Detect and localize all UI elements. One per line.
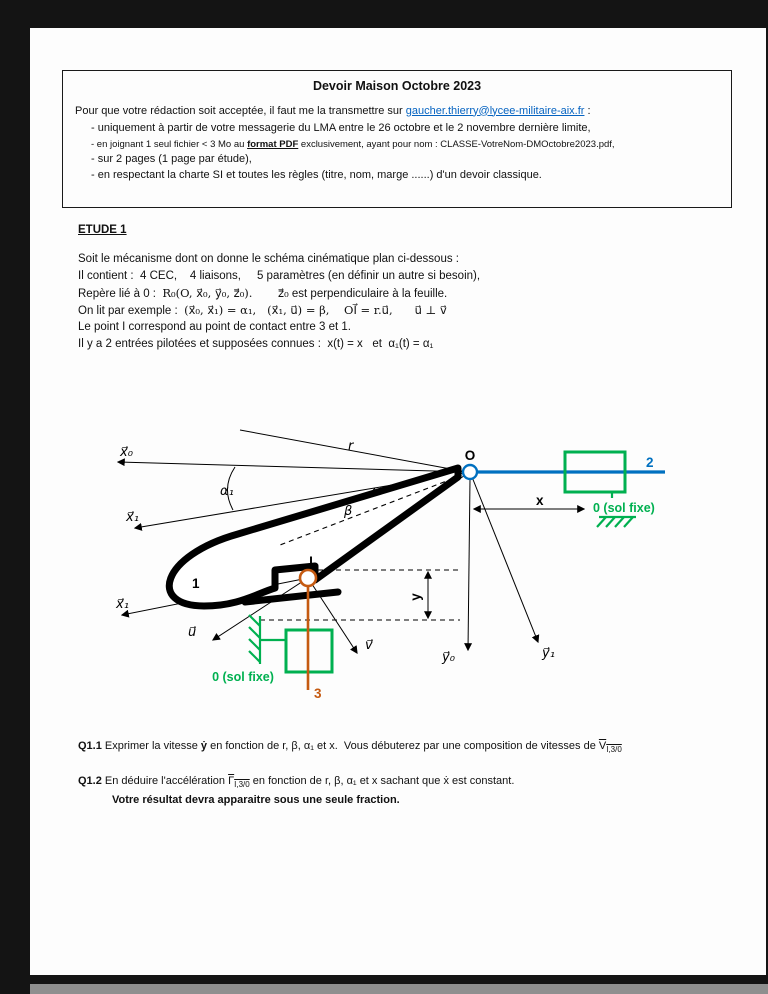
x0-axis-line	[118, 462, 470, 472]
q1-2-note: Votre résultat devra apparaitre sous une seule fraction.	[112, 794, 400, 807]
line3-gap	[252, 288, 278, 300]
bullet-2	[91, 137, 719, 153]
label-point-o: O	[464, 448, 476, 463]
etude-line-3	[78, 285, 738, 302]
intro-prefix: Pour que votre rédaction soit acceptée, il faut me la transmettre sur	[75, 104, 406, 117]
label-v-vector: v⃗	[365, 638, 373, 653]
line3-frame-math: R₀(O, x⃗₀, y⃗₀, z⃗₀).	[162, 286, 253, 300]
bullet-2-post: exclusivement, ayant pour nom : CLASSE-VotreNom-DMOctobre2023.pdf,	[298, 138, 615, 150]
bullet-2-format-pdf: format PDF	[247, 138, 299, 150]
line4-math: (x⃗₀, x⃗₁) = α₁, (x⃗₁, u⃗) = β, OI⃗ = r.u⃗, u⃗ ⊥ v⃗	[184, 303, 447, 317]
label-point-i: I	[309, 554, 313, 569]
label-y1-vector: y⃗₁	[542, 646, 555, 661]
etude-1-section	[78, 224, 738, 353]
q1-1-velocity-subscript: I,3/0	[606, 745, 622, 755]
bullet-1: - uniquement à partir de votre messagerie du LMA entre le 26 octobre et le 2 novembre dernière limite,	[91, 122, 591, 134]
etude-line-6: Il y a 2 entrées pilotées et supposées connues : x(t) = x et α₁(t) = α₁	[78, 338, 434, 350]
etude-line-5: Le point I correspond au point de contact entre 3 et 1.	[78, 321, 351, 333]
label-x1-vector-lower: x⃗₁	[116, 597, 129, 612]
r-reference-line	[240, 430, 467, 472]
label-ground-left: 0 (sol fixe)	[212, 670, 274, 684]
questions-section	[78, 740, 750, 806]
q1-1-ydot: ẏ	[200, 740, 208, 752]
y0-axis-line	[468, 479, 470, 650]
header-instructions-box	[62, 70, 732, 208]
bullet-3: - sur 2 pages (1 page par étude),	[91, 153, 252, 165]
label-y-dimension: y	[408, 593, 423, 601]
window-bottom-bar	[30, 984, 768, 994]
q1-1-text-1: Exprimer la vitesse	[101, 740, 201, 752]
label-x0-vector: x⃗₀	[120, 445, 133, 460]
label-x1-vector-upper: x⃗₁	[126, 510, 139, 525]
label-part-2: 2	[646, 455, 654, 470]
q1-2-acceleration-symbol: Γ	[228, 775, 235, 788]
document-title: Devoir Maison Octobre 2023	[312, 79, 482, 93]
label-r: r	[348, 439, 354, 454]
line4-text: On lit par exemple :	[78, 305, 185, 317]
q1-2-text-2: en fonction de r, β, α₁ et x sachant que ẋ est constant.	[249, 775, 515, 788]
label-part-3: 3	[314, 686, 322, 701]
intro-line	[75, 104, 719, 120]
label-y0-vector: y⃗₀	[442, 650, 455, 665]
label-u-vector: u⃗	[188, 625, 197, 640]
etude-line-4	[78, 302, 738, 319]
left-ground-hatch	[249, 615, 286, 664]
q1-2-acceleration-subscript: I,3/0	[234, 780, 250, 790]
bullet-2-pre: - en joignant 1 seul fichier < 3 Mo au	[91, 138, 248, 150]
y1-axis-line	[470, 472, 538, 642]
right-ground-hatch	[597, 517, 636, 527]
q1-2-acceleration-vector	[228, 775, 250, 790]
line3-text: Repère lié à 0 :	[78, 288, 163, 300]
label-ground-right: 0 (sol fixe)	[593, 501, 655, 515]
q1-1-velocity-vector	[598, 740, 622, 755]
label-alpha1: α₁	[220, 484, 234, 499]
instruction-bullets	[75, 121, 719, 183]
contact-point-i-joint	[300, 570, 316, 586]
etude-1-heading: ETUDE 1	[78, 224, 127, 236]
label-x-dimension: x	[536, 493, 544, 508]
q1-2-text-1: En déduire l'accélération	[101, 775, 229, 788]
q1-2-label: Q1.2	[78, 775, 102, 788]
intro-suffix: :	[584, 104, 591, 117]
bullet-4: - en respectant la charte SI et toutes les règles (titre, nom, marge ......) d'un devoir classique.	[91, 168, 542, 181]
q1-1-velocity-symbol: V	[598, 740, 607, 752]
line3-post: est perpendiculaire à la feuille.	[288, 288, 448, 300]
email-link[interactable]: gaucher.thierry@lycee-militaire-aix.fr	[405, 104, 585, 117]
label-part-1: 1	[192, 576, 200, 591]
label-beta: β	[344, 504, 353, 519]
kinematic-diagram	[80, 420, 740, 712]
etude-line-1: Soit le mécanisme dont on donne le schéma cinématique plan ci-dessous :	[78, 253, 459, 265]
line3-z0: z⃗₀	[278, 286, 289, 300]
question-q1-1	[78, 740, 750, 754]
pivot-o-joint	[463, 465, 477, 479]
q1-1-label: Q1.1	[78, 740, 102, 752]
document-page	[30, 28, 766, 975]
question-q1-2	[78, 775, 750, 789]
etude-line-2: Il contient : 4 CEC, 4 liaisons, 5 paramètres (en définir un autre si besoin),	[78, 270, 481, 282]
q1-1-text-2: en fonction de r, β, α₁ et x. Vous débuterez par une composition de vitesses de	[207, 740, 599, 752]
